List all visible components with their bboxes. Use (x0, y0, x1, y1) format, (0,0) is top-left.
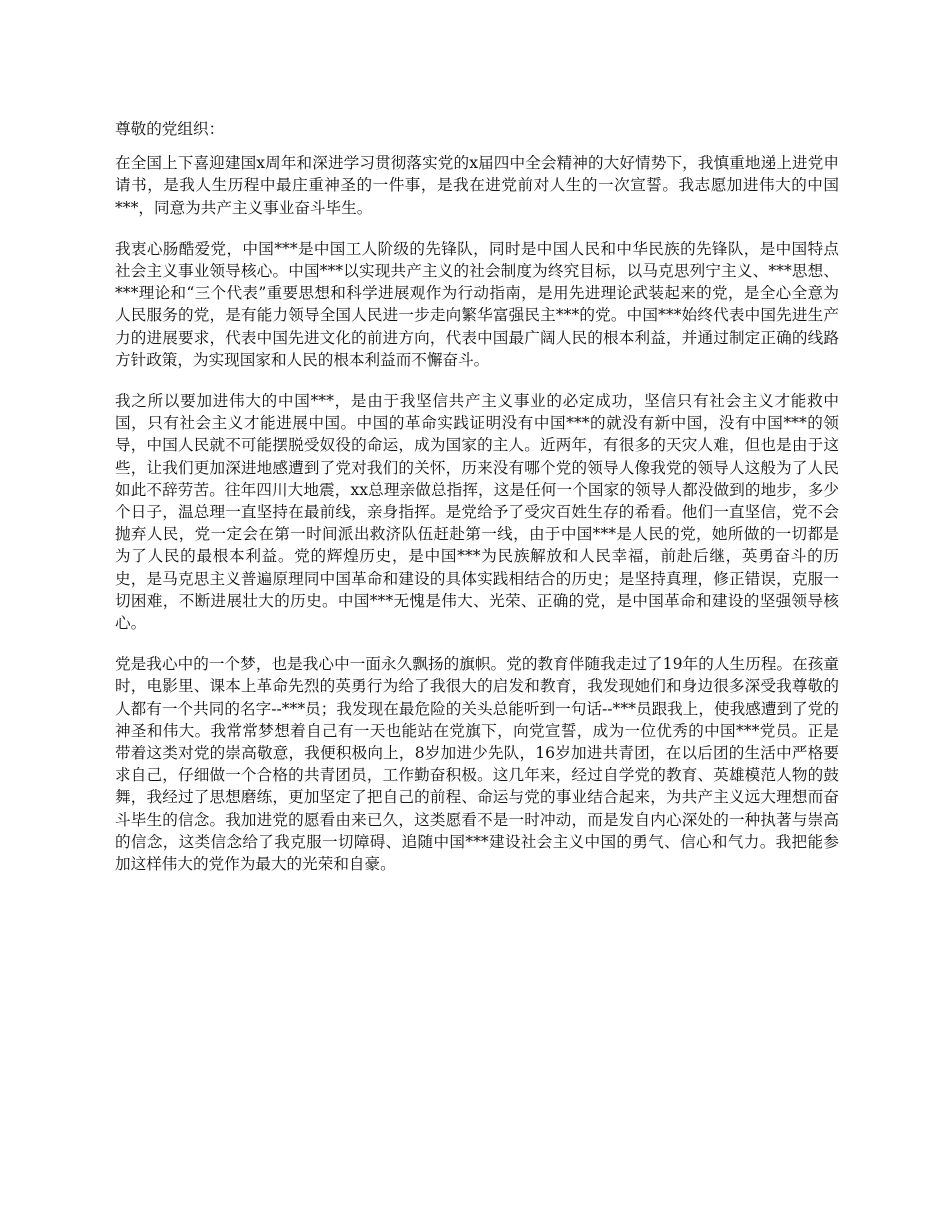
paragraph-1: 在全国上下喜迎建国x周年和深进学习贯彻落实党的x届四中全会精神的大好情势下，我慎重地递上进党申请书，是我人生历程中最庄重神圣的一件事，是我在进党前对人生的一次宣誓。我志愿加进伟大的中国***，同意为共产主义事业奋斗毕生。 (115, 154, 839, 217)
paragraph-3: 我之所以要加进伟大的中国***，是由于我坚信共产主义事业的必定成功，坚信只有社会主义才能救中国，只有社会主义才能进展中国。中国的革命实践证明没有中国***的就没有新中国，没有中国***的领导，中国人民就不可能摆脱受奴役的命运，成为国家的主人。近两年，有很多的天灾人难，但也是由于这些，让我们更加深进地感遭到了党对我们的关怀，历来没有哪个党的领导人像我党的领导人这般为了人民如此不辞劳苦。往年四川大地震，xx总理亲做总指挥，这是任何一个国家的领导人都没做到的地步，多少个日子，温总理一直坚持在最前线，亲身指挥。是党给予了受灾百姓生存的希看。他们一直坚信，党不会抛弃人民，党一定会在第一时间派出救济队伍赶赴第一线，由于中国***是人民的党，她所做的一切都是为了人民的最根本利益。党的辉煌历史，是中国***为民族解放和人民幸福，前赴后继，英勇奋斗的历史，是马克思主义普遍原理同中国革命和建设的具体实践相结合的历史；是坚持真理，修正错误，克服一切困难，不断进展壮大的历史。中国***无愧是伟大、光荣、正确的党，是中国革命和建设的坚强领导核心。 (115, 392, 839, 633)
paragraph-4: 党是我心中的一个梦，也是我心中一面永久飘扬的旗帜。党的教育伴随我走过了19年的人生历程。在孩童时，电影里、课本上革命先烈的英勇行为给了我很大的启发和教育，我发现她们和身边很多深受我尊敬的人都有一个共同的名字--***员；我发现在最危险的关头总能听到一句话--***员跟我上，使我感遭到了党的神圣和伟大。我常常梦想着自己有一天也能站在党旗下，向党宣誓，成为一位优秀的中国***党员。正是带着这类对党的崇高敬意，我便积极向上，8岁加进少先队，16岁加进共青团，在以后团的生活中严格要求自己，仔细做一个合格的共青团员，工作勤奋积极。这几年来，经过自学党的教育、英雄模范人物的鼓舞，我经过了思想磨练，更加坚定了把自己的前程、命运与党的事业结合起来，为共产主义远大理想而奋斗毕生的信念。我加进党的愿看由来已久，这类愿看不是一时冲动，而是发自内心深处的一种执著与崇高的信念，这类信念给了我克服一切障碍、追随中国***建设社会主义中国的勇气、信心和气力。我把能参加这样伟大的党作为最大的光荣和自豪。 (115, 655, 839, 874)
document-page (115, 118, 839, 894)
paragraph-2: 我衷心肠酷爱党，中国***是中国工人阶级的先锋队，同时是中国人民和中华民族的先锋队，是中国特点社会主义事业领导核心。中国***以实现共产主义的社会制度为终究目标，以马克思列宁主义、***思想、***理论和“三个代表”重要思想和科学进展观作为行动指南，是用先进理论武装起来的党，是全心全意为人民服务的党，是有能力领导全国人民进一步走向繁华富强民主***的党。中国***始终代表中国先进生产力的进展要求，代表中国先进文化的前进方向，代表中国最广阔人民的根本利益，并通过制定正确的线路方针政策，为实现国家和人民的根本利益而不懈奋斗。 (115, 239, 839, 369)
salutation: 尊敬的党组织： (115, 120, 225, 138)
